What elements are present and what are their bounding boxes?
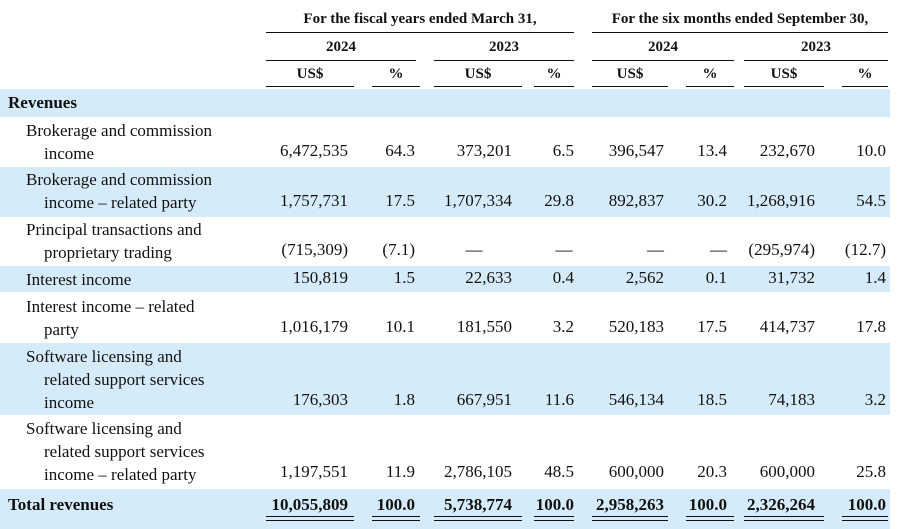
value-usd: 373,201 — [456, 141, 512, 160]
header-rule-year — [592, 60, 734, 61]
value-usd: 150,819 — [292, 268, 348, 287]
value-percent: 29.8 — [544, 191, 574, 210]
value-usd: 667,951 — [456, 390, 512, 409]
header-rule-unit — [744, 86, 824, 87]
row-label-line: Software licensing and — [26, 419, 182, 438]
total-double-rule — [592, 516, 668, 521]
value-usd: 22,633 — [465, 268, 512, 287]
value-usd: 2,786,105 — [444, 462, 512, 481]
row-label-interest — [26, 268, 131, 291]
value-usd: 31,732 — [768, 268, 815, 287]
value-percent: — — [555, 240, 573, 259]
value-percent: 17.8 — [856, 317, 886, 336]
value-percent: 11.6 — [544, 390, 574, 409]
header-rule-year — [744, 60, 888, 61]
value-usd: 181,550 — [456, 317, 512, 336]
value-usd: 396,547 — [608, 141, 664, 160]
value-usd: 2,562 — [625, 268, 664, 287]
header-rule-unit — [534, 86, 574, 87]
value-percent: 10.0 — [856, 141, 886, 160]
row-label-line: Principal transactions and — [26, 220, 202, 239]
value-percent: 17.5 — [385, 191, 415, 210]
header-unit-usd: US$ — [464, 66, 492, 82]
value-usd: (715,309) — [281, 240, 348, 259]
total-value-usd: 5,738,774 — [444, 495, 512, 514]
value-usd: (295,974) — [748, 240, 815, 259]
header-rule-unit — [686, 86, 734, 87]
value-percent: 1.5 — [393, 268, 415, 287]
value-percent: 48.5 — [544, 462, 574, 481]
value-percent: 17.5 — [697, 317, 727, 336]
value-percent: 64.3 — [385, 141, 415, 160]
header-rule-unit — [372, 86, 420, 87]
header-unit-pct: % — [546, 66, 562, 82]
row-label-line: income – related party — [44, 193, 197, 212]
row-label-software-related — [26, 417, 205, 486]
value-usd: — — [465, 240, 483, 259]
header-year-six2024: 2024 — [648, 39, 678, 55]
value-usd: 176,303 — [292, 390, 348, 409]
header-rule-unit — [266, 86, 354, 87]
row-label-interest-related — [26, 295, 195, 341]
row-label-line: Brokerage and commission — [26, 121, 213, 140]
row-label-line: related support services — [44, 370, 205, 389]
total-value-usd: 2,958,263 — [596, 495, 664, 514]
value-percent: (7.1) — [382, 240, 415, 259]
total-value-percent: 100.0 — [688, 495, 727, 514]
header-rule-year — [434, 60, 574, 61]
value-usd: 1,707,334 — [444, 191, 512, 210]
row-label-line: related support services — [44, 442, 205, 461]
row-label-brokerage — [26, 119, 212, 165]
total-value-percent: 100.0 — [535, 495, 574, 514]
row-label-line: income — [44, 144, 95, 163]
header-unit-usd: US$ — [770, 66, 798, 82]
total-value-percent: 100.0 — [847, 495, 886, 514]
header-unit-usd: US$ — [616, 66, 644, 82]
row-label-line: income – related party — [44, 465, 197, 484]
value-usd: 1,197,551 — [280, 462, 348, 481]
header-rule-six-months — [592, 32, 888, 33]
row-label-line: Interest income – related — [26, 297, 195, 316]
value-usd: 6,472,535 — [280, 141, 348, 160]
section-band — [0, 89, 890, 117]
header-unit-usd: US$ — [296, 66, 324, 82]
value-usd: 546,134 — [608, 390, 664, 409]
header-unit-pct: % — [388, 66, 404, 82]
header-rule-unit — [842, 86, 888, 87]
value-usd: 414,737 — [759, 317, 815, 336]
header-group-six-months: For the six months ended September 30, — [611, 11, 869, 27]
header-year-fy2023: 2023 — [489, 39, 519, 55]
row-label-line: Interest income — [26, 270, 132, 289]
row-label-line: party — [44, 320, 79, 339]
value-percent: 3.2 — [552, 317, 574, 336]
value-percent: 30.2 — [697, 191, 727, 210]
row-label-brokerage-related — [26, 168, 212, 214]
total-double-rule — [534, 516, 574, 521]
value-percent: 25.8 — [856, 462, 886, 481]
value-usd: 600,000 — [759, 462, 815, 481]
header-rule-fiscal — [266, 32, 574, 33]
row-label-principal — [26, 218, 202, 264]
header-unit-pct: % — [702, 66, 718, 82]
total-double-rule — [266, 516, 354, 521]
value-percent: 54.5 — [856, 191, 886, 210]
value-usd: 1,757,731 — [280, 191, 348, 210]
total-double-rule — [372, 516, 420, 521]
value-usd: 892,837 — [608, 191, 664, 210]
value-usd: 600,000 — [608, 462, 664, 481]
header-year-six2023: 2023 — [801, 39, 831, 55]
section-title-revenues: Revenues — [8, 93, 77, 112]
total-double-rule — [744, 516, 824, 521]
value-usd: 74,183 — [768, 390, 815, 409]
row-label-line: Brokerage and commission — [26, 170, 213, 189]
total-double-rule — [434, 516, 522, 521]
header-unit-pct: % — [857, 66, 873, 82]
total-value-usd: 10,055,809 — [271, 495, 348, 514]
value-percent: 6.5 — [552, 141, 574, 160]
value-percent: 1.8 — [393, 390, 415, 409]
row-label-line: Software licensing and — [26, 347, 182, 366]
header-rule-year — [266, 60, 416, 61]
value-usd: — — [647, 240, 664, 259]
header-rule-unit — [592, 86, 668, 87]
row-label-line: income — [44, 393, 95, 412]
value-percent: — — [710, 240, 727, 259]
value-percent: (12.7) — [844, 240, 886, 259]
value-percent: 10.1 — [385, 317, 415, 336]
header-rule-unit — [434, 86, 522, 87]
value-percent: 20.3 — [697, 462, 727, 481]
value-percent: 3.2 — [864, 390, 886, 409]
value-percent: 0.1 — [705, 268, 727, 287]
total-double-rule — [686, 516, 734, 521]
value-usd: 232,670 — [759, 141, 815, 160]
value-usd: 1,268,916 — [747, 191, 815, 210]
value-percent: 18.5 — [697, 390, 727, 409]
total-double-rule — [842, 516, 888, 521]
value-usd: 1,016,179 — [280, 317, 348, 336]
value-percent: 0.4 — [552, 268, 574, 287]
header-group-fiscal-years: For the fiscal years ended March 31, — [303, 11, 537, 27]
row-label-line: proprietary trading — [44, 243, 172, 262]
value-percent: 1.4 — [864, 268, 886, 287]
value-percent: 11.9 — [385, 462, 415, 481]
value-usd: 520,183 — [608, 317, 664, 336]
row-label-software — [26, 345, 205, 414]
header-year-fy2024: 2024 — [326, 39, 356, 55]
total-label: Total revenues — [8, 495, 114, 514]
value-percent: 13.4 — [697, 141, 727, 160]
total-value-usd: 2,326,264 — [747, 495, 815, 514]
total-value-percent: 100.0 — [376, 495, 415, 514]
